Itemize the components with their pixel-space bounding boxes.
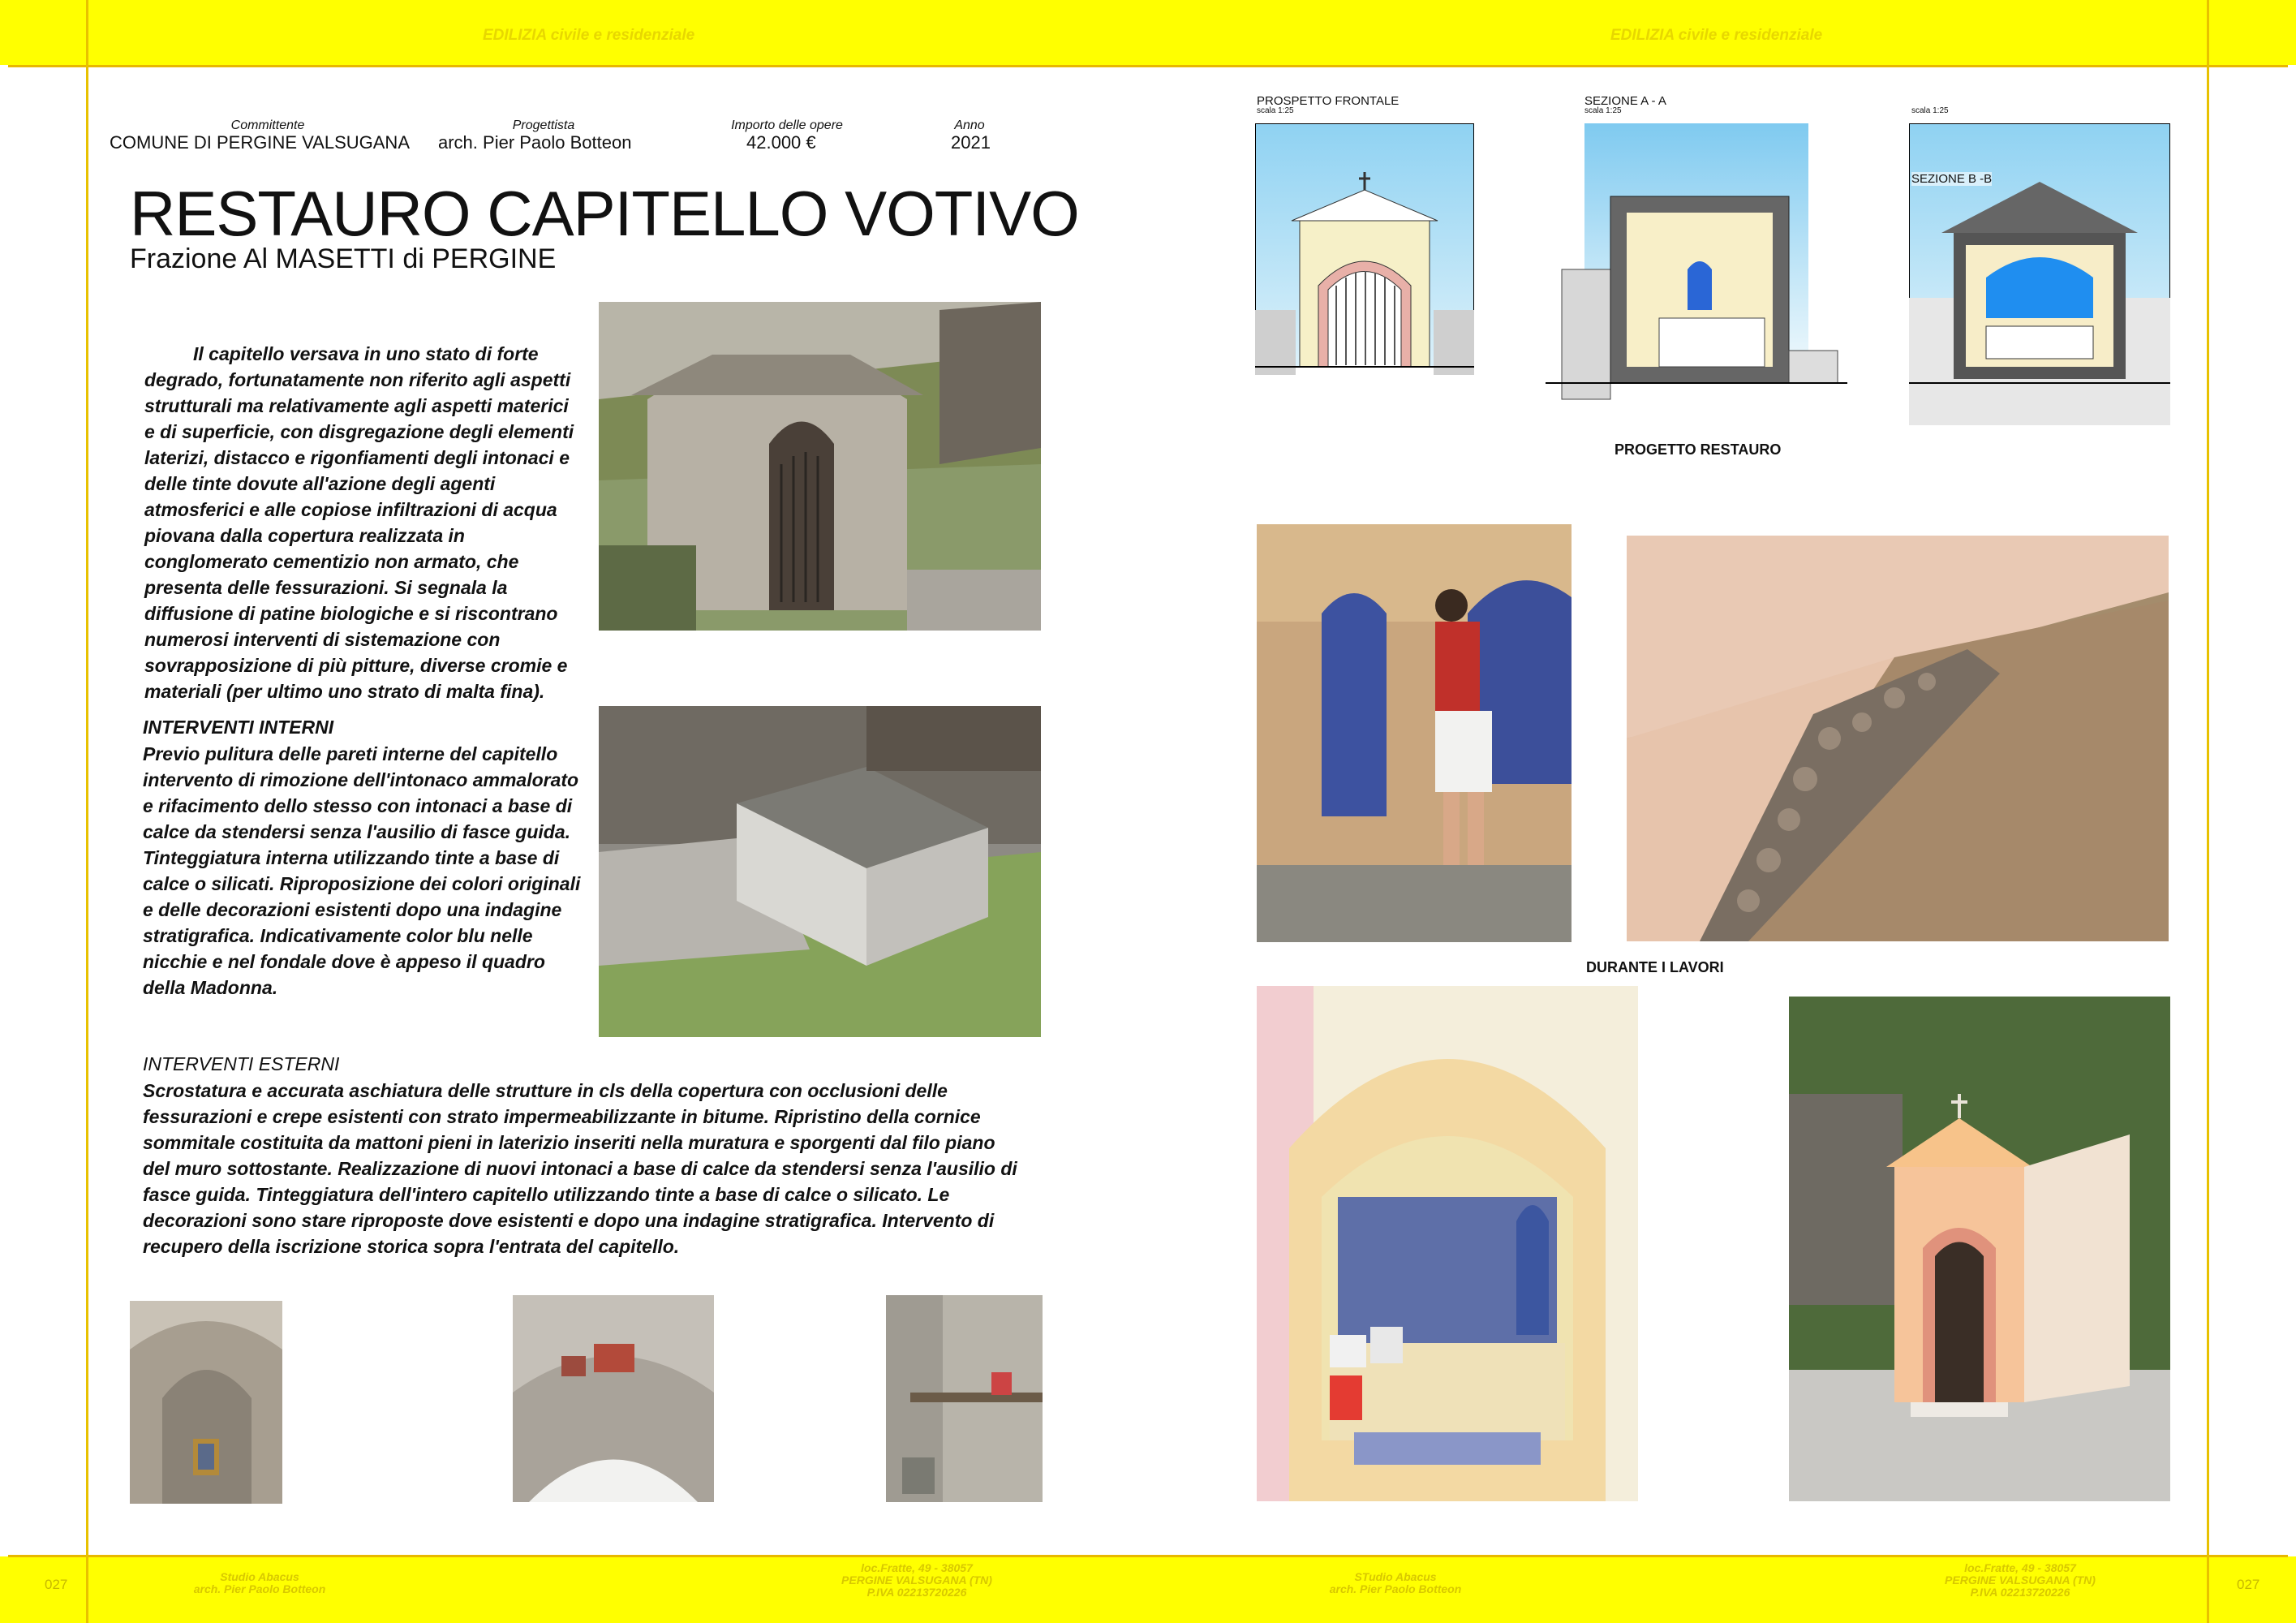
- drawing-sezione-bb: [1909, 123, 2170, 425]
- footer-studio-name: Studio Abacus: [220, 1570, 299, 1583]
- sezione-aa-label: SEZIONE A - A: [1584, 94, 1666, 108]
- drawings-caption: PROGETTO RESTAURO: [1615, 441, 1782, 458]
- footer-studio-name: STudio Abacus: [1354, 1570, 1437, 1583]
- photo-painting-niche: [1257, 524, 1572, 942]
- committente-label: Committente: [230, 118, 305, 132]
- top-band: [0, 0, 2296, 65]
- anno-value: 2021: [951, 132, 991, 153]
- intro-paragraph: [144, 341, 583, 704]
- photo-interior-vault: [130, 1301, 282, 1504]
- anno-label: Anno: [954, 118, 985, 132]
- footer-address-city: PERGINE VALSUGANA (TN): [841, 1573, 992, 1586]
- top-band-line: [8, 65, 2288, 67]
- footer-studio-2: [1298, 1571, 1493, 1595]
- page-title: RESTAURO CAPITELLO VOTIVO: [130, 178, 1079, 249]
- footer-address-line: loc.Fratte, 49 - 38057: [861, 1561, 973, 1574]
- importo-label: Importo delle opere: [731, 118, 843, 132]
- committente-value: COMUNE DI PERGINE VALSUGANA: [110, 132, 410, 153]
- footer-address-2: [1915, 1562, 2126, 1599]
- progettista-label: Progettista: [512, 118, 575, 132]
- esterni-heading: INTERVENTI ESTERNI: [143, 1053, 340, 1074]
- footer-address-line: loc.Fratte, 49 - 38057: [1964, 1561, 2076, 1574]
- photo-gravel-drainage: [1627, 536, 2169, 941]
- durante-caption: DURANTE I LAVORI: [1586, 959, 1724, 975]
- bottom-band-line: [8, 1555, 2288, 1557]
- footer-address-piva: P.IVA 02213720226: [1970, 1586, 2070, 1599]
- esterni-text: Scrostatura e accurata aschiatura delle strutture in cls della copertura con occlusioni delle fessurazioni e crepe esistenti con strato impermeabilizzante in bitume. Ripristino della cornice sommitale costituita da mattoni pieni in laterizio inseriti nella muratura e sporgenti dal filo piano del muro sottostante. Realizzazione di nuovi intonaci a base di calce da stendersi senza l'ausilio di fasce guida. Tinteggiatura dell'intero capitello utilizzando tinte a base di calce o silicato. Le decorazioni sono stare riproposte dove esistenti e dopo una indagine stratigrafica. Intervento di recupero della iscrizione storica sopra l'entrata del capitello.: [143, 1080, 1017, 1257]
- margin-line-right: [2207, 0, 2209, 1623]
- photo-restored-exterior: [1789, 997, 2170, 1501]
- margin-line-left: [86, 0, 88, 1623]
- photo-damaged-lintel: [513, 1295, 714, 1502]
- photo-interior-corner: [886, 1295, 1043, 1502]
- header-left-label: EDILIZIA civile e residenziale: [483, 27, 695, 44]
- progettista-value: arch. Pier Paolo Botteon: [438, 132, 632, 153]
- prospetto-label: PROSPETTO FRONTALE: [1257, 94, 1400, 108]
- photo-chapel-before: [599, 302, 1041, 631]
- importo-value: 42.000 €: [746, 132, 816, 153]
- sezione-aa-scale: scala 1:25: [1584, 106, 1622, 115]
- drawing-prospetto-frontale: [1255, 123, 1474, 425]
- footer-studio-1: [162, 1571, 357, 1595]
- header-right-label: EDILIZIA civile e residenziale: [1610, 27, 1823, 44]
- sezione-bb-label: SEZIONE B -B: [1911, 172, 1993, 186]
- footer-address-city: PERGINE VALSUGANA (TN): [1945, 1573, 2096, 1586]
- footer-address-1: [811, 1562, 1022, 1599]
- page-number-left: 027: [45, 1577, 68, 1592]
- footer-studio-architect: arch. Pier Paolo Botteon: [193, 1582, 326, 1595]
- drawing-sezione-aa: [1546, 123, 1847, 425]
- page-subtitle: Frazione Al MASETTI di PERGINE: [130, 243, 557, 274]
- photo-restored-interior: [1257, 986, 1638, 1501]
- intro-text: Il capitello versava in uno stato di forte degrado, fortunatamente non riferito agli aspetti strutturali ma relativamente agli aspetti materici e di superficie, con disgregazione degli elementi laterizi, distacco e rigonfiamenti degli intonaci e delle tinte dovute all'azione degli agenti atmosferici e alle copiose infiltrazioni di acqua piovana dalla copertura realizzata in conglomerato cementizio non armato, che presenta delle fessurazioni. Si segnala la diffusione di patine biologiche e si riscontrano numerosi interventi di sistemazione con sovrapposizione di più pitture, diverse cromie e materiali (per ultimo uno strato di malta fina).: [144, 343, 574, 702]
- footer-studio-architect: arch. Pier Paolo Botteon: [1329, 1582, 1462, 1595]
- interni-heading: INTERVENTI INTERNI: [143, 717, 334, 738]
- interni-text: Previo pulitura delle pareti interne del capitello intervento di rimozione dell'intonaco ammalorato e rifacimento dello stesso con intonaci a base di calce da stendersi senza l'ausilio di fasce guida. Tinteggiatura interna utilizzando tinte a base di calce o silicati. Riproposizione dei colori originali e delle decorazioni esistenti dopo una indagine stratigrafica. Indicativamente color blu nelle nicchie e nel fondale dove è appeso il quadro della Madonna.: [143, 743, 581, 998]
- footer-address-piva: P.IVA 02213720226: [866, 1586, 967, 1599]
- prospetto-scale: scala 1:25: [1257, 106, 1294, 115]
- sezione-bb-scale: scala 1:25: [1911, 106, 1949, 115]
- photo-chapel-roof: [599, 706, 1041, 1037]
- page-number-right: 027: [2237, 1577, 2260, 1592]
